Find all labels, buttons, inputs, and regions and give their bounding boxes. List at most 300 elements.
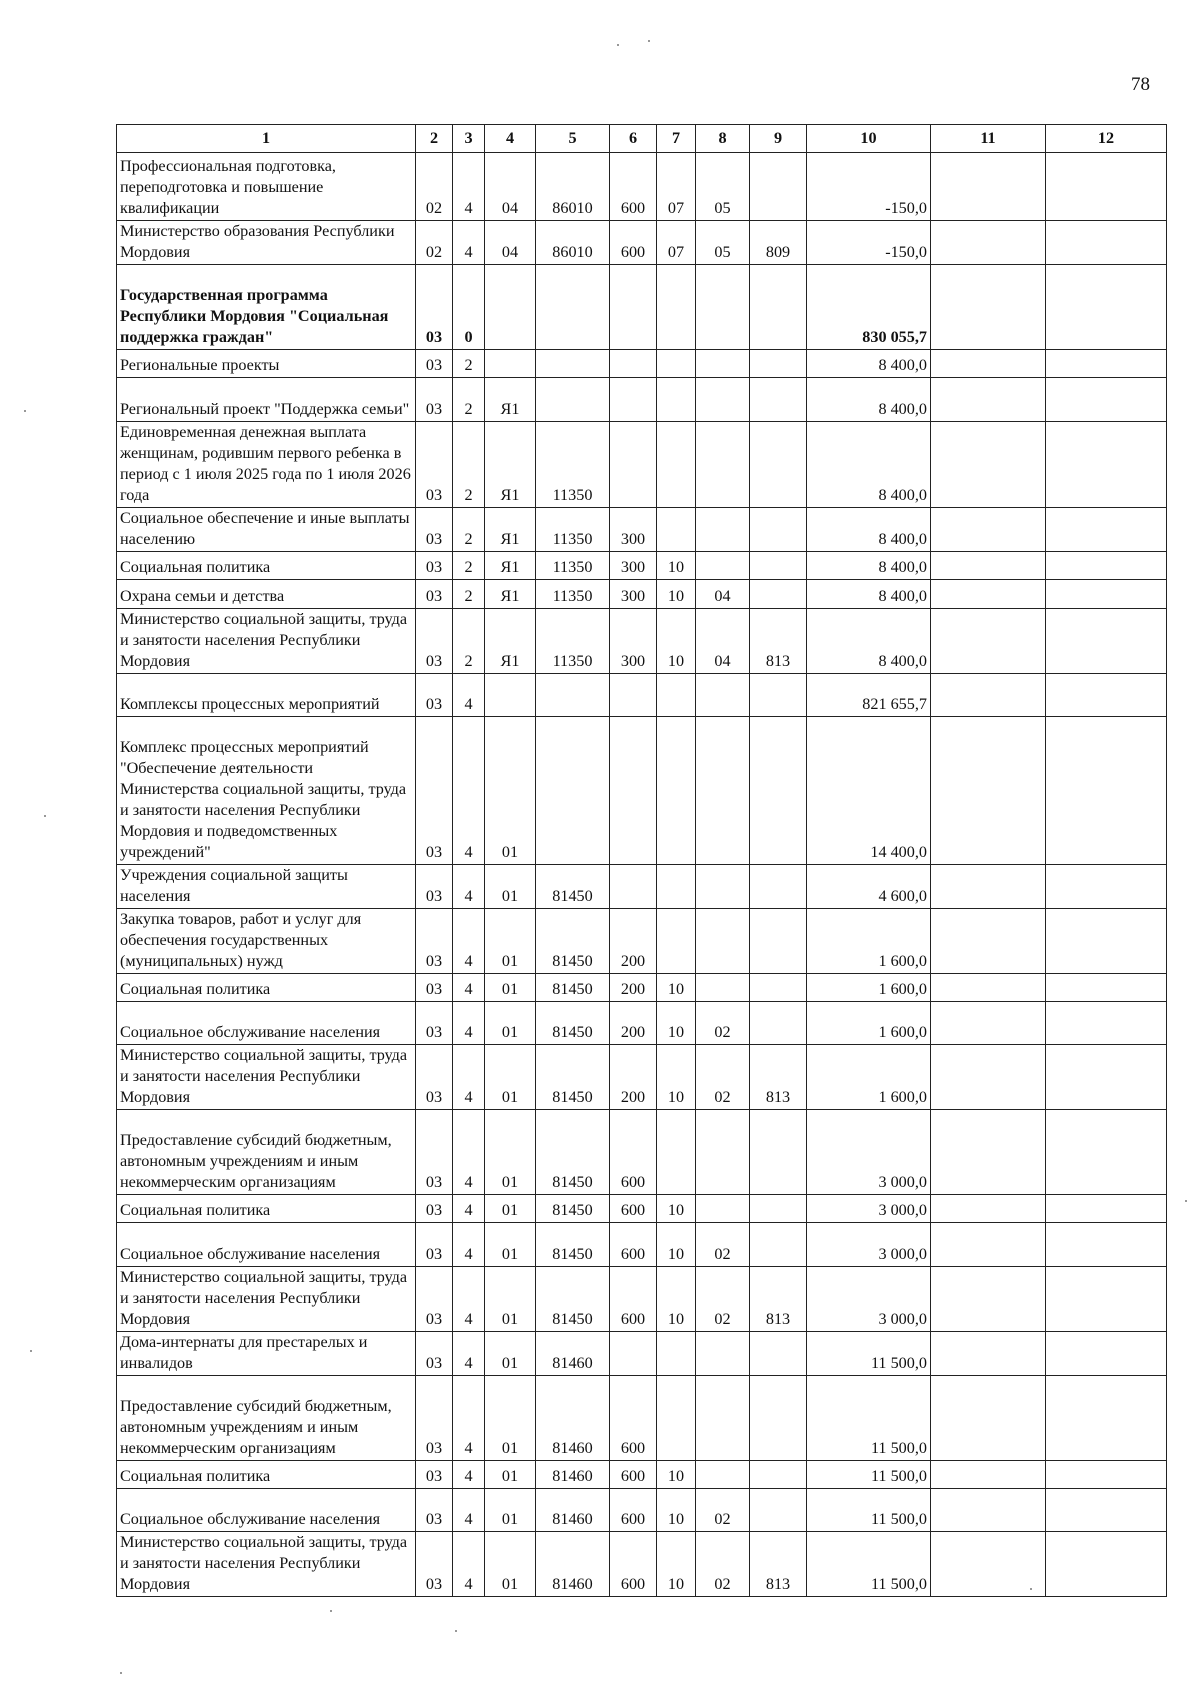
cell-col12 bbox=[1046, 609, 1167, 674]
cell-col11 bbox=[931, 153, 1046, 221]
cell-col6 bbox=[610, 422, 657, 508]
cell-col9: 813 bbox=[750, 609, 807, 674]
cell-col8 bbox=[696, 1461, 750, 1489]
cell-col5: 81450 bbox=[536, 1223, 610, 1267]
cell-col4 bbox=[485, 265, 536, 350]
table-row bbox=[117, 378, 1167, 422]
cell-col6: 300 bbox=[610, 580, 657, 609]
cell-amount: 11 500,0 bbox=[807, 1461, 931, 1489]
cell-col6 bbox=[610, 1332, 657, 1376]
scan-speck bbox=[30, 1350, 32, 1352]
cell-col4: 01 bbox=[485, 1223, 536, 1267]
cell-col3: 4 bbox=[453, 1461, 485, 1489]
cell-col2: 03 bbox=[416, 1532, 453, 1597]
cell-col4: 01 bbox=[485, 1461, 536, 1489]
cell-col7: 10 bbox=[657, 974, 696, 1002]
cell-col5: 86010 bbox=[536, 221, 610, 265]
cell-col5: 81460 bbox=[536, 1376, 610, 1461]
cell-col11 bbox=[931, 508, 1046, 552]
cell-amount: 1 600,0 bbox=[807, 974, 931, 1002]
cell-col4: 01 bbox=[485, 974, 536, 1002]
cell-col4: 01 bbox=[485, 1267, 536, 1332]
row-name: Министерство социальной защиты, труда и занятости населения Республики Мордовия bbox=[117, 1532, 416, 1597]
cell-col3: 4 bbox=[453, 1045, 485, 1110]
table-row bbox=[117, 609, 1167, 674]
cell-col7 bbox=[657, 865, 696, 909]
cell-col2: 03 bbox=[416, 1376, 453, 1461]
cell-col12 bbox=[1046, 1332, 1167, 1376]
cell-col11 bbox=[931, 674, 1046, 717]
row-name: Министерство образования Республики Мордовия bbox=[117, 221, 416, 265]
cell-col12 bbox=[1046, 580, 1167, 609]
cell-col4: 01 bbox=[485, 865, 536, 909]
cell-col5: 81450 bbox=[536, 1267, 610, 1332]
cell-col12 bbox=[1046, 153, 1167, 221]
cell-col9 bbox=[750, 717, 807, 865]
cell-col7 bbox=[657, 508, 696, 552]
cell-col4: Я1 bbox=[485, 609, 536, 674]
cell-col5: 11350 bbox=[536, 508, 610, 552]
cell-col12 bbox=[1046, 909, 1167, 974]
cell-col6 bbox=[610, 265, 657, 350]
cell-col3: 4 bbox=[453, 221, 485, 265]
cell-col5: 81450 bbox=[536, 1002, 610, 1045]
cell-col7 bbox=[657, 422, 696, 508]
table-row bbox=[117, 1002, 1167, 1045]
cell-col7 bbox=[657, 674, 696, 717]
cell-col3: 4 bbox=[453, 1267, 485, 1332]
cell-col9 bbox=[750, 1461, 807, 1489]
cell-col7: 10 bbox=[657, 1489, 696, 1532]
cell-col9 bbox=[750, 1376, 807, 1461]
cell-amount: 3 000,0 bbox=[807, 1267, 931, 1332]
header-cell: 7 bbox=[657, 125, 696, 153]
cell-col9 bbox=[750, 350, 807, 378]
cell-col4: Я1 bbox=[485, 378, 536, 422]
table-row bbox=[117, 1489, 1167, 1532]
cell-col4: Я1 bbox=[485, 580, 536, 609]
cell-col6 bbox=[610, 350, 657, 378]
cell-col4: Я1 bbox=[485, 422, 536, 508]
cell-col8: 02 bbox=[696, 1489, 750, 1532]
cell-col9 bbox=[750, 580, 807, 609]
cell-amount: -150,0 bbox=[807, 221, 931, 265]
cell-col2: 03 bbox=[416, 1267, 453, 1332]
cell-col11 bbox=[931, 1002, 1046, 1045]
cell-col8 bbox=[696, 909, 750, 974]
cell-col8: 04 bbox=[696, 609, 750, 674]
cell-col9 bbox=[750, 1489, 807, 1532]
cell-col5 bbox=[536, 265, 610, 350]
header-cell: 11 bbox=[931, 125, 1046, 153]
row-name: Социальная политика bbox=[117, 1461, 416, 1489]
row-name: Социальное обеспечение и иные выплаты населению bbox=[117, 508, 416, 552]
cell-col8 bbox=[696, 1376, 750, 1461]
cell-col11 bbox=[931, 1376, 1046, 1461]
row-name: Охрана семьи и детства bbox=[117, 580, 416, 609]
cell-amount: 821 655,7 bbox=[807, 674, 931, 717]
cell-col12 bbox=[1046, 717, 1167, 865]
cell-col2: 03 bbox=[416, 580, 453, 609]
cell-col2: 02 bbox=[416, 153, 453, 221]
cell-col11 bbox=[931, 609, 1046, 674]
cell-col11 bbox=[931, 1461, 1046, 1489]
cell-amount: 14 400,0 bbox=[807, 717, 931, 865]
cell-col4: 01 bbox=[485, 1489, 536, 1532]
header-cell: 5 bbox=[536, 125, 610, 153]
cell-col3: 2 bbox=[453, 580, 485, 609]
table-row bbox=[117, 350, 1167, 378]
row-name: Единовременная денежная выплата женщинам, родившим первого ребенка в период с 1 июля 2025 года по 1 июля 2026 года bbox=[117, 422, 416, 508]
cell-col8 bbox=[696, 508, 750, 552]
cell-col7: 07 bbox=[657, 221, 696, 265]
cell-col12 bbox=[1046, 974, 1167, 1002]
cell-col12 bbox=[1046, 1195, 1167, 1223]
cell-col11 bbox=[931, 1195, 1046, 1223]
cell-col8 bbox=[696, 350, 750, 378]
scan-speck bbox=[44, 815, 46, 817]
cell-col6: 300 bbox=[610, 508, 657, 552]
cell-col5: 81450 bbox=[536, 1110, 610, 1195]
cell-col7 bbox=[657, 378, 696, 422]
cell-col6: 600 bbox=[610, 1376, 657, 1461]
cell-col11 bbox=[931, 1332, 1046, 1376]
cell-col12 bbox=[1046, 265, 1167, 350]
cell-col6 bbox=[610, 717, 657, 865]
cell-col6 bbox=[610, 865, 657, 909]
cell-col2: 03 bbox=[416, 609, 453, 674]
cell-amount: 11 500,0 bbox=[807, 1489, 931, 1532]
cell-col12 bbox=[1046, 1532, 1167, 1597]
cell-col3: 4 bbox=[453, 1223, 485, 1267]
table-row bbox=[117, 717, 1167, 865]
cell-col12 bbox=[1046, 1002, 1167, 1045]
cell-col4: 01 bbox=[485, 1045, 536, 1110]
cell-col2: 02 bbox=[416, 221, 453, 265]
cell-col4: 04 bbox=[485, 221, 536, 265]
cell-col8: 04 bbox=[696, 580, 750, 609]
cell-col11 bbox=[931, 552, 1046, 580]
cell-col3: 4 bbox=[453, 1002, 485, 1045]
cell-col4: 01 bbox=[485, 1332, 536, 1376]
cell-col8 bbox=[696, 974, 750, 1002]
cell-col4: 01 bbox=[485, 717, 536, 865]
cell-col4 bbox=[485, 350, 536, 378]
row-name: Предоставление субсидий бюджетным, автономным учреждениям и иным некоммерческим организациям bbox=[117, 1110, 416, 1195]
table-row bbox=[117, 1332, 1167, 1376]
cell-col8 bbox=[696, 1332, 750, 1376]
header-cell: 10 bbox=[807, 125, 931, 153]
cell-amount: 11 500,0 bbox=[807, 1332, 931, 1376]
cell-col6: 600 bbox=[610, 153, 657, 221]
cell-amount: 830 055,7 bbox=[807, 265, 931, 350]
cell-col4: 01 bbox=[485, 1110, 536, 1195]
cell-col7: 07 bbox=[657, 153, 696, 221]
row-name: Дома-интернаты для престарелых и инвалидов bbox=[117, 1332, 416, 1376]
cell-col12 bbox=[1046, 1045, 1167, 1110]
cell-col2: 03 bbox=[416, 508, 453, 552]
cell-col11 bbox=[931, 1223, 1046, 1267]
table-row bbox=[117, 1110, 1167, 1195]
cell-col9 bbox=[750, 674, 807, 717]
scan-speck bbox=[617, 44, 619, 46]
cell-amount: 3 000,0 bbox=[807, 1110, 931, 1195]
cell-col3: 4 bbox=[453, 1110, 485, 1195]
cell-col6: 200 bbox=[610, 909, 657, 974]
cell-col2: 03 bbox=[416, 1110, 453, 1195]
cell-col3: 2 bbox=[453, 609, 485, 674]
cell-col8: 02 bbox=[696, 1532, 750, 1597]
cell-col12 bbox=[1046, 552, 1167, 580]
cell-col6: 600 bbox=[610, 1489, 657, 1532]
table-row bbox=[117, 674, 1167, 717]
cell-col2: 03 bbox=[416, 717, 453, 865]
cell-amount: 8 400,0 bbox=[807, 609, 931, 674]
cell-col9 bbox=[750, 1195, 807, 1223]
cell-col3: 4 bbox=[453, 717, 485, 865]
cell-col7: 10 bbox=[657, 1002, 696, 1045]
cell-col2: 03 bbox=[416, 1002, 453, 1045]
cell-col3: 4 bbox=[453, 865, 485, 909]
cell-col2: 03 bbox=[416, 1332, 453, 1376]
cell-col8 bbox=[696, 717, 750, 865]
cell-col8 bbox=[696, 265, 750, 350]
table-row bbox=[117, 1532, 1167, 1597]
cell-col4: Я1 bbox=[485, 508, 536, 552]
cell-col9 bbox=[750, 1110, 807, 1195]
cell-col4: 01 bbox=[485, 1532, 536, 1597]
cell-col8 bbox=[696, 1110, 750, 1195]
cell-col12 bbox=[1046, 1267, 1167, 1332]
cell-col8 bbox=[696, 865, 750, 909]
row-name: Региональный проект "Поддержка семьи" bbox=[117, 378, 416, 422]
cell-amount: -150,0 bbox=[807, 153, 931, 221]
cell-col11 bbox=[931, 350, 1046, 378]
header-cell: 9 bbox=[750, 125, 807, 153]
table-row bbox=[117, 265, 1167, 350]
scan-speck bbox=[648, 40, 650, 42]
table-row bbox=[117, 1223, 1167, 1267]
cell-col11 bbox=[931, 1489, 1046, 1532]
cell-col12 bbox=[1046, 674, 1167, 717]
cell-col3: 2 bbox=[453, 508, 485, 552]
cell-col3: 2 bbox=[453, 422, 485, 508]
cell-col11 bbox=[931, 1045, 1046, 1110]
cell-col3: 4 bbox=[453, 974, 485, 1002]
cell-col9: 809 bbox=[750, 221, 807, 265]
cell-col3: 4 bbox=[453, 1376, 485, 1461]
cell-col3: 4 bbox=[453, 1532, 485, 1597]
row-name: Социальное обслуживание населения bbox=[117, 1489, 416, 1532]
cell-col11 bbox=[931, 1532, 1046, 1597]
cell-col11 bbox=[931, 717, 1046, 865]
cell-col12 bbox=[1046, 378, 1167, 422]
cell-col5 bbox=[536, 350, 610, 378]
table-row bbox=[117, 221, 1167, 265]
cell-col5: 86010 bbox=[536, 153, 610, 221]
scan-speck bbox=[1030, 1588, 1032, 1590]
cell-col8: 02 bbox=[696, 1223, 750, 1267]
cell-amount: 8 400,0 bbox=[807, 580, 931, 609]
cell-col7: 10 bbox=[657, 1195, 696, 1223]
scan-speck bbox=[24, 410, 26, 412]
cell-col2: 03 bbox=[416, 909, 453, 974]
cell-col6: 600 bbox=[610, 221, 657, 265]
cell-col8 bbox=[696, 1195, 750, 1223]
scan-speck bbox=[330, 1610, 332, 1612]
cell-col5: 81450 bbox=[536, 1195, 610, 1223]
cell-col9 bbox=[750, 378, 807, 422]
cell-col6 bbox=[610, 378, 657, 422]
row-name: Региональные проекты bbox=[117, 350, 416, 378]
cell-col9 bbox=[750, 422, 807, 508]
cell-col2: 03 bbox=[416, 1195, 453, 1223]
cell-col12 bbox=[1046, 1376, 1167, 1461]
cell-col2: 03 bbox=[416, 552, 453, 580]
cell-col4: 01 bbox=[485, 1002, 536, 1045]
table-row bbox=[117, 580, 1167, 609]
cell-col9: 813 bbox=[750, 1267, 807, 1332]
header-cell: 3 bbox=[453, 125, 485, 153]
cell-col9 bbox=[750, 1332, 807, 1376]
cell-col7 bbox=[657, 909, 696, 974]
cell-col9 bbox=[750, 265, 807, 350]
cell-col2: 03 bbox=[416, 350, 453, 378]
cell-col2: 03 bbox=[416, 378, 453, 422]
page-number: 78 bbox=[1131, 74, 1150, 95]
cell-col8: 02 bbox=[696, 1002, 750, 1045]
cell-col4: 01 bbox=[485, 1195, 536, 1223]
cell-col9 bbox=[750, 508, 807, 552]
table-row bbox=[117, 508, 1167, 552]
cell-col8 bbox=[696, 378, 750, 422]
cell-col11 bbox=[931, 265, 1046, 350]
cell-col4 bbox=[485, 674, 536, 717]
cell-col12 bbox=[1046, 350, 1167, 378]
cell-col7: 10 bbox=[657, 609, 696, 674]
cell-amount: 8 400,0 bbox=[807, 350, 931, 378]
cell-col7: 10 bbox=[657, 552, 696, 580]
cell-col7 bbox=[657, 350, 696, 378]
table-row bbox=[117, 1045, 1167, 1110]
cell-col5: 81460 bbox=[536, 1332, 610, 1376]
cell-col6: 300 bbox=[610, 552, 657, 580]
cell-col5: 81450 bbox=[536, 909, 610, 974]
cell-col5: 81450 bbox=[536, 1045, 610, 1110]
cell-col11 bbox=[931, 1267, 1046, 1332]
cell-col11 bbox=[931, 909, 1046, 974]
cell-col3: 4 bbox=[453, 674, 485, 717]
row-name: Социальная политика bbox=[117, 552, 416, 580]
cell-col2: 03 bbox=[416, 1461, 453, 1489]
table-row bbox=[117, 1195, 1167, 1223]
cell-col4: Я1 bbox=[485, 552, 536, 580]
cell-col7: 10 bbox=[657, 1223, 696, 1267]
row-name: Учреждения социальной защиты населения bbox=[117, 865, 416, 909]
cell-col7 bbox=[657, 717, 696, 865]
cell-col5: 11350 bbox=[536, 580, 610, 609]
cell-col6: 300 bbox=[610, 609, 657, 674]
table-row bbox=[117, 865, 1167, 909]
cell-col5: 81450 bbox=[536, 865, 610, 909]
cell-col12 bbox=[1046, 221, 1167, 265]
cell-col8: 02 bbox=[696, 1267, 750, 1332]
table-body bbox=[117, 153, 1167, 1597]
cell-col7: 10 bbox=[657, 580, 696, 609]
header-cell: 12 bbox=[1046, 125, 1167, 153]
cell-col6: 200 bbox=[610, 974, 657, 1002]
cell-amount: 8 400,0 bbox=[807, 552, 931, 580]
cell-col3: 4 bbox=[453, 909, 485, 974]
cell-col2: 03 bbox=[416, 674, 453, 717]
cell-col6: 200 bbox=[610, 1002, 657, 1045]
cell-col12 bbox=[1046, 1110, 1167, 1195]
cell-col2: 03 bbox=[416, 422, 453, 508]
cell-col9 bbox=[750, 153, 807, 221]
cell-col7 bbox=[657, 1376, 696, 1461]
cell-col9: 813 bbox=[750, 1045, 807, 1110]
scan-speck bbox=[120, 1672, 122, 1674]
cell-col12 bbox=[1046, 1461, 1167, 1489]
cell-col6: 600 bbox=[610, 1532, 657, 1597]
cell-col5: 81460 bbox=[536, 1489, 610, 1532]
cell-amount: 8 400,0 bbox=[807, 378, 931, 422]
header-row bbox=[117, 125, 1167, 153]
cell-amount: 1 600,0 bbox=[807, 1002, 931, 1045]
cell-col7 bbox=[657, 1332, 696, 1376]
cell-col9 bbox=[750, 974, 807, 1002]
row-name: Социальная политика bbox=[117, 974, 416, 1002]
cell-col5 bbox=[536, 378, 610, 422]
cell-amount: 8 400,0 bbox=[807, 422, 931, 508]
cell-col6: 200 bbox=[610, 1045, 657, 1110]
cell-col12 bbox=[1046, 508, 1167, 552]
cell-col5: 81460 bbox=[536, 1532, 610, 1597]
cell-col2: 03 bbox=[416, 265, 453, 350]
cell-col7 bbox=[657, 1110, 696, 1195]
cell-col8 bbox=[696, 422, 750, 508]
cell-amount: 8 400,0 bbox=[807, 508, 931, 552]
cell-col7: 10 bbox=[657, 1045, 696, 1110]
cell-col5: 81460 bbox=[536, 1461, 610, 1489]
cell-amount: 3 000,0 bbox=[807, 1223, 931, 1267]
cell-amount: 11 500,0 bbox=[807, 1532, 931, 1597]
cell-col5 bbox=[536, 717, 610, 865]
cell-col3: 0 bbox=[453, 265, 485, 350]
cell-col3: 4 bbox=[453, 1195, 485, 1223]
row-name: Социальная политика bbox=[117, 1195, 416, 1223]
cell-col7: 10 bbox=[657, 1461, 696, 1489]
cell-amount: 3 000,0 bbox=[807, 1195, 931, 1223]
cell-col3: 2 bbox=[453, 378, 485, 422]
cell-col3: 4 bbox=[453, 1489, 485, 1532]
row-name: Предоставление субсидий бюджетным, автономным учреждениям и иным некоммерческим организациям bbox=[117, 1376, 416, 1461]
cell-col9 bbox=[750, 865, 807, 909]
cell-col3: 4 bbox=[453, 1332, 485, 1376]
row-name: Социальное обслуживание населения bbox=[117, 1223, 416, 1267]
cell-col6: 600 bbox=[610, 1223, 657, 1267]
table-row bbox=[117, 909, 1167, 974]
cell-col8 bbox=[696, 674, 750, 717]
row-name: Министерство социальной защиты, труда и занятости населения Республики Мордовия bbox=[117, 609, 416, 674]
cell-col12 bbox=[1046, 1489, 1167, 1532]
cell-amount: 11 500,0 bbox=[807, 1376, 931, 1461]
cell-col12 bbox=[1046, 1223, 1167, 1267]
cell-col5 bbox=[536, 674, 610, 717]
cell-col6: 600 bbox=[610, 1195, 657, 1223]
cell-col11 bbox=[931, 1110, 1046, 1195]
header-cell: 8 bbox=[696, 125, 750, 153]
